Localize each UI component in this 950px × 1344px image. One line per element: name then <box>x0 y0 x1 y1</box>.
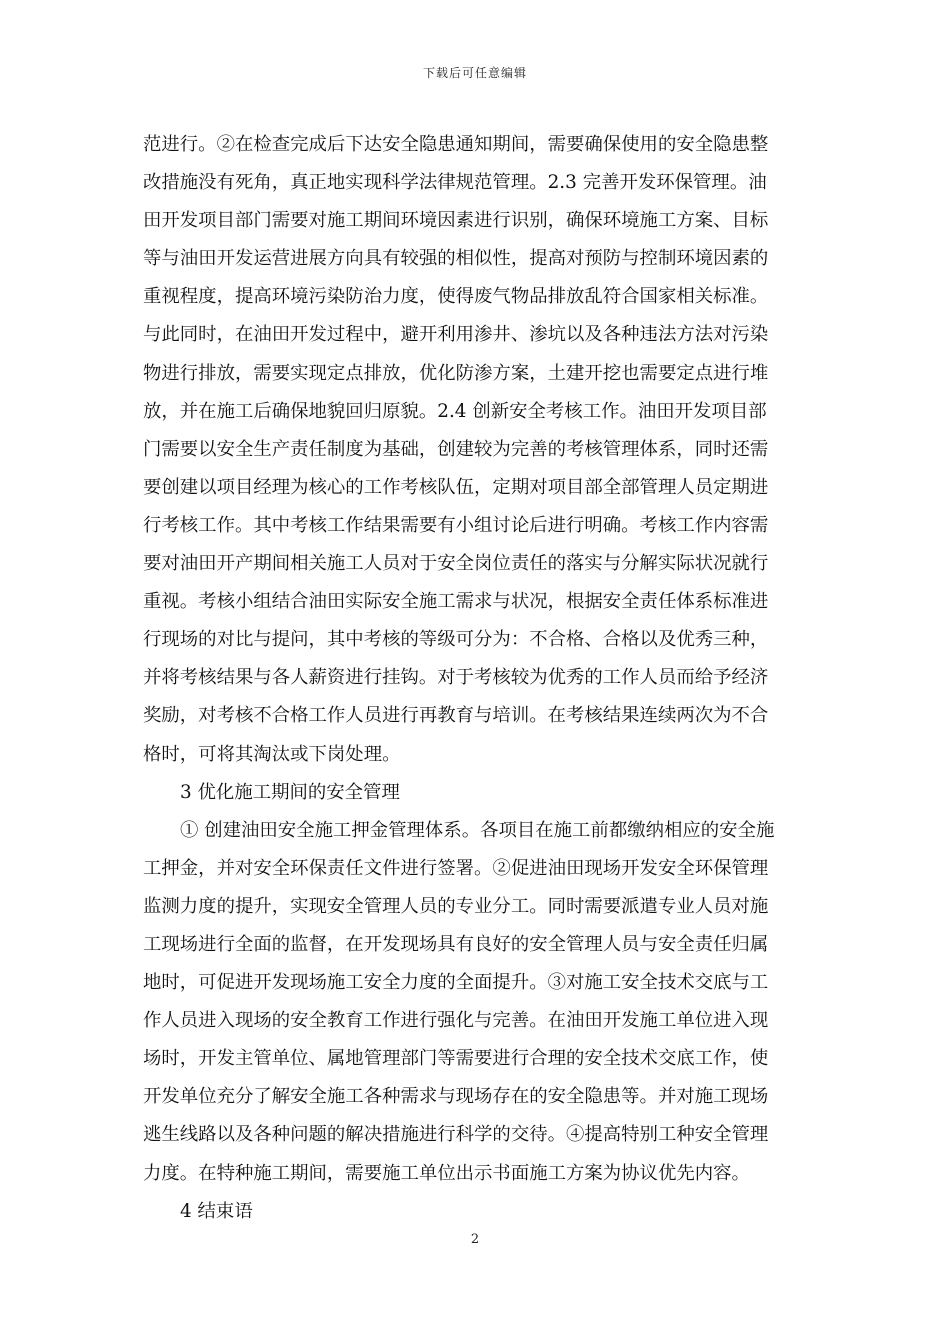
paragraph-line: 力度。在特种施工期间，需要施工单位出示书面施工方案为协议优先内容。 <box>143 1162 750 1184</box>
page-number: 2 <box>470 1232 480 1247</box>
page-header: 下载后可任意编辑 <box>422 66 527 80</box>
paragraph-line: 与此同时，在油田开发过程中，避开利用渗井、渗坑以及各种违法方法对污染 <box>143 324 769 346</box>
paragraph-line: ① 创建油田安全施工押金管理体系。各项目在施工前都缴纳相应的安全施 <box>180 819 775 841</box>
paragraph-line: 等与油田开发运营进展方向具有较强的相似性，提高对预防与控制环境因素的 <box>143 248 769 270</box>
paragraph-line: 放，并在施工后确保地貌回归原貌。2.4 创新安全考核工作。油田开发项目部 <box>143 400 767 422</box>
paragraph-line: 作人员进入现场的安全教育工作进行强化与完善。在油田开发施工单位进入现 <box>143 1010 769 1032</box>
paragraph-line: 门需要以安全生产责任制度为基础，创建较为完善的考核管理体系，同时还需 <box>143 438 769 460</box>
paragraph-line: 地时，可促进开发现场施工安全力度的全面提升。③对施工安全技术交底与工 <box>143 972 769 994</box>
paragraph-line: 监测力度的提升，实现安全管理人员的专业分工。同时需要派遣专业人员对施 <box>143 895 769 917</box>
section-3-heading: 3 优化施工期间的安全管理 <box>180 781 400 803</box>
paragraph-line: 改措施没有死角，真正地实现科学法律规范管理。2.3 完善开发环保管理。油 <box>143 172 767 194</box>
paragraph-line: 要创建以项目经理为核心的工作考核队伍，定期对项目部全部管理人员定期进 <box>143 476 769 498</box>
paragraph-line: 重视。考核小组结合油田实际安全施工需求与状况，根据安全责任体系标准进 <box>143 591 769 613</box>
paragraph-line: 工押金，并对安全环保责任文件进行签署。②促进油田现场开发安全环保管理 <box>143 857 769 879</box>
paragraph-line: 行考核工作。其中考核工作结果需要有小组讨论后进行明确。考核工作内容需 <box>143 514 769 536</box>
paragraph-line: 工现场进行全面的监督，在开发现场具有良好的安全管理人员与安全责任归属 <box>143 933 769 955</box>
paragraph-line: 要对油田开产期间相关施工人员对于安全岗位责任的落实与分解实际状况就行 <box>143 553 769 575</box>
section-4-heading: 4 结束语 <box>180 1200 253 1222</box>
paragraph-line: 物进行排放，需要实现定点排放，优化防渗方案，土建开挖也需要定点进行堆 <box>143 362 769 384</box>
document-body <box>143 126 807 1231</box>
paragraph-line: 行现场的对比与提问，其中考核的等级可分为：不合格、合格以及优秀三种， <box>143 629 769 651</box>
paragraph-line: 格时，可将其淘汰或下岗处理。 <box>143 743 401 765</box>
paragraph-line: 逃生线路以及各种问题的解决措施进行科学的交待。④提高特别工种安全管理 <box>143 1124 769 1146</box>
paragraph-line: 田开发项目部门需要对施工期间环境因素进行识别，确保环境施工方案、目标 <box>143 210 769 232</box>
paragraph-line: 场时，开发主管单位、属地管理部门等需要进行合理的安全技术交底工作，使 <box>143 1048 769 1070</box>
paragraph-line: 奖励，对考核不合格工作人员进行再教育与培训。在考核结果连续两次为不合 <box>143 705 769 727</box>
paragraph-line: 开发单位充分了解安全施工各种需求与现场存在的安全隐患等。并对施工现场 <box>143 1086 769 1108</box>
paragraph-line: 重视程度，提高环境污染防治力度，使得废气物品排放乱符合国家相关标准。 <box>143 286 769 308</box>
paragraph-line: 范进行。②在检查完成后下达安全隐患通知期间，需要确保使用的安全隐患整 <box>143 134 769 155</box>
paragraph-line: 并将考核结果与各人薪资进行挂钩。对于考核较为优秀的工作人员而给予经济 <box>143 667 769 689</box>
